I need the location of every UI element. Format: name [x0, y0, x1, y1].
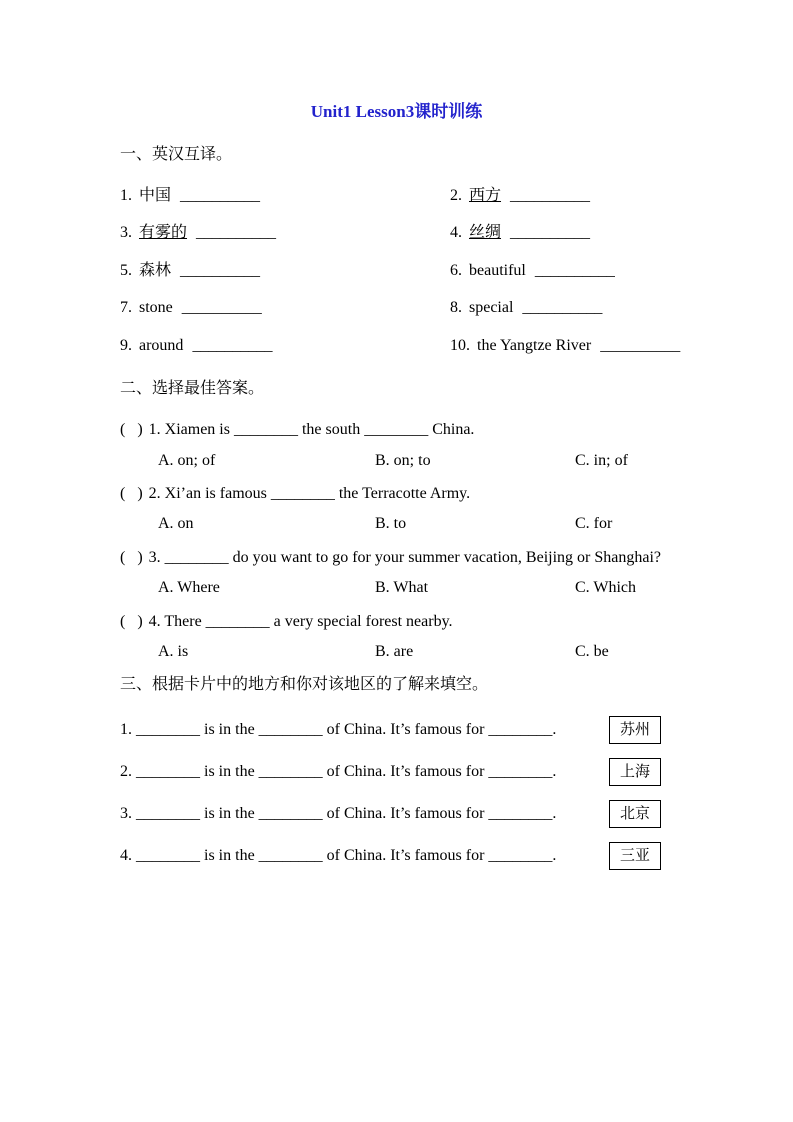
question-block: [120, 421, 673, 470]
item-number: 5.: [120, 261, 132, 279]
answer-blank: __________: [600, 336, 681, 354]
answer-blank: __________: [534, 261, 615, 279]
fill-in-row: [120, 841, 673, 872]
option-a: A. on: [158, 515, 194, 533]
question-line: [120, 613, 673, 631]
question-line: [120, 421, 673, 439]
answer-parentheses: ( ): [120, 485, 143, 503]
option-c: C. in; of: [575, 451, 628, 469]
option-b: B. to: [375, 515, 407, 533]
item-term: 森林: [139, 261, 172, 279]
translation-item: [450, 187, 680, 205]
question-text: 1. Xiamen is ________ the south ________ China.: [148, 421, 475, 439]
answer-blank: __________: [181, 299, 262, 317]
fill-in-row: [120, 715, 673, 746]
item-term: 西方: [469, 186, 502, 204]
place-card: 苏州: [609, 716, 661, 744]
fill-in-sentence: 1. ________ is in the ________ of China. It’s famous for ________.: [120, 721, 557, 739]
section-fill-in: [120, 676, 673, 871]
option-c: C. for: [575, 515, 613, 533]
item-term: 中国: [139, 186, 172, 204]
section-multiple-choice: [120, 380, 673, 662]
item-term: stone: [139, 299, 173, 317]
item-number: 1.: [120, 186, 132, 204]
item-number: 3.: [120, 224, 132, 242]
fill-in-sentence: 2. ________ is in the ________ of China. It’s famous for ________.: [120, 763, 557, 781]
item-number: 9.: [120, 336, 132, 354]
option-c: C. Which: [575, 579, 637, 597]
translation-item: [120, 337, 450, 355]
question-text: 2. Xi’an is famous ________ the Terracotte Army.: [148, 485, 471, 503]
answer-parentheses: ( ): [120, 421, 143, 439]
item-term: 丝绸: [469, 224, 502, 242]
item-number: 4.: [450, 224, 462, 242]
section2-heading: 二、选择最佳答案。: [120, 379, 265, 397]
question-block: [120, 613, 673, 662]
item-term: special: [469, 299, 514, 317]
answer-blank: __________: [192, 336, 273, 354]
question-line: [120, 485, 673, 503]
options-row: [120, 452, 673, 470]
translation-item: [450, 262, 680, 280]
item-number: 8.: [450, 299, 462, 317]
option-a: A. is: [158, 643, 189, 661]
translation-item: [450, 299, 680, 317]
question-line: [120, 549, 673, 567]
question-block: [120, 485, 673, 534]
answer-blank: __________: [522, 299, 603, 317]
options-row: [120, 515, 673, 533]
options-row: [120, 579, 673, 597]
item-number: 6.: [450, 261, 462, 279]
item-term: around: [139, 336, 184, 354]
fill-in-sentence: 3. ________ is in the ________ of China. It’s famous for ________.: [120, 805, 557, 823]
translation-item: [120, 262, 450, 280]
options-row: [120, 643, 673, 661]
page-title: Unit1 Lesson3课时训练: [310, 102, 483, 121]
answer-blank: __________: [180, 186, 261, 204]
question-block: [120, 549, 673, 598]
option-b: B. What: [375, 579, 429, 597]
item-number: 2.: [450, 186, 462, 204]
option-a: A. Where: [158, 579, 220, 597]
section3-heading: 三、根据卡片中的地方和你对该地区的了解来填空。: [120, 676, 489, 694]
place-card: 上海: [609, 758, 661, 786]
translation-item: [120, 299, 450, 317]
fill-in-sentence: 4. ________ is in the ________ of China. It’s famous for ________.: [120, 847, 557, 865]
translation-item: [450, 224, 680, 242]
place-card: 北京: [609, 800, 661, 828]
place-card: 三亚: [609, 842, 661, 870]
option-b: B. are: [375, 643, 414, 661]
item-number: 7.: [120, 299, 132, 317]
fill-in-row: [120, 757, 673, 788]
translation-item: [120, 224, 450, 242]
item-term: the Yangtze River: [477, 336, 592, 354]
option-a: A. on; of: [158, 451, 216, 469]
item-number: 10.: [450, 336, 470, 354]
answer-blank: __________: [510, 224, 591, 242]
option-c: C. be: [575, 643, 609, 661]
translation-grid: [120, 186, 681, 374]
item-term: 有雾的: [139, 224, 188, 242]
item-term: beautiful: [469, 261, 526, 279]
translation-item: [450, 337, 680, 355]
answer-blank: __________: [510, 186, 591, 204]
fill-in-row: [120, 799, 673, 830]
answer-parentheses: ( ): [120, 612, 143, 630]
question-text: 4. There ________ a very special forest nearby.: [148, 612, 453, 630]
answer-blank: __________: [196, 224, 277, 242]
section-translation: [120, 145, 681, 374]
question-text: 3. ________ do you want to go for your summer vacation, Beijing or Shanghai?: [148, 548, 662, 566]
translation-item: [120, 187, 450, 205]
option-b: B. on; to: [375, 451, 431, 469]
answer-blank: __________: [180, 261, 261, 279]
answer-parentheses: ( ): [120, 548, 143, 566]
section1-heading: 一、英汉互译。: [120, 145, 233, 163]
